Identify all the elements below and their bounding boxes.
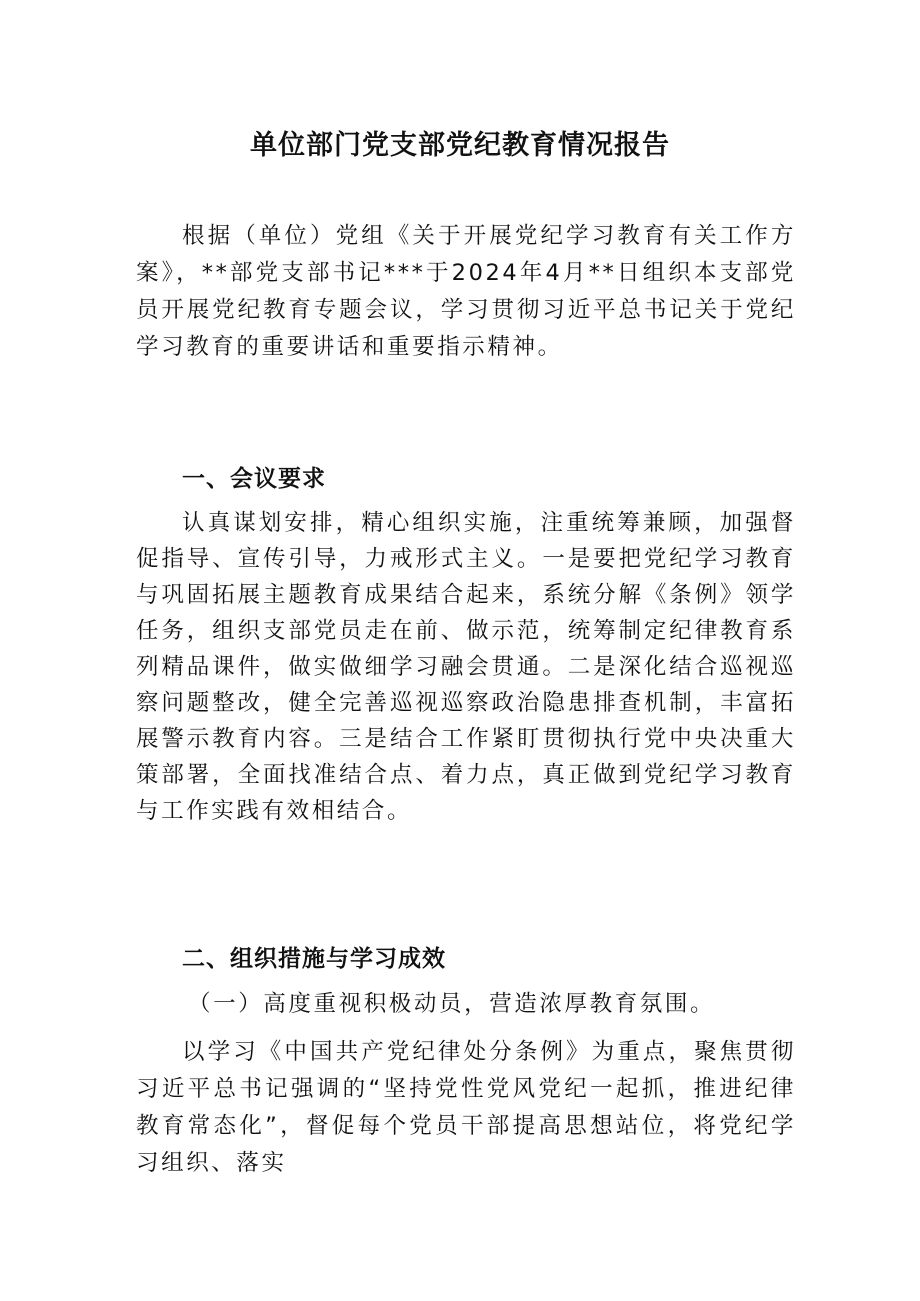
section-1-paragraph: 认真谋划安排，精心组织实施，注重统筹兼顾，加强督促指导、宣传引导，力戒形式主义。一是要把党纪学习教育与巩固拓展主题教育成果结合起来，系统分解《条例》领学任务，组织支部党员走在前、做示范，统筹制定纪律教育系列精品课件，做实做细学习融会贯通。二是深化结合巡视巡察问题整改，健全完善巡视巡察政治隐患排查机制，丰富拓展警示教育内容。三是结合工作紧盯贯彻执行党中央决重大策部署，全面找准结合点、着力点，真正做到党纪学习教育与工作实践有效相结合。 (136, 510, 796, 824)
section-2-paragraph: 以学习《中国共产党纪律处分条例》为重点，聚焦贯彻习近平总书记强调的“坚持党性党风党纪一起抓，推进纪律教育常态化”，督促每个党员干部提高思想站位，将党纪学习组织、落实 (136, 1039, 796, 1176)
section-1-heading: 一、会议要求 (182, 466, 326, 492)
document-title: 单位部门党支部党纪教育情况报告 (250, 130, 670, 161)
section-2-heading: 二、组织措施与学习成效 (182, 946, 446, 972)
section-2-subheading: （一）高度重视积极动员，营造浓厚教育氛围。 (188, 991, 716, 1017)
intro-paragraph: 根据（单位）党组《关于开展党纪学习教育有关工作方案》，**部党支部书记***于2024年4月**日组织本支部党员开展党纪教育专题会议，学习贯彻习近平总书记关于党纪学习教育的重要讲话和重要指示精神。 (136, 223, 796, 360)
